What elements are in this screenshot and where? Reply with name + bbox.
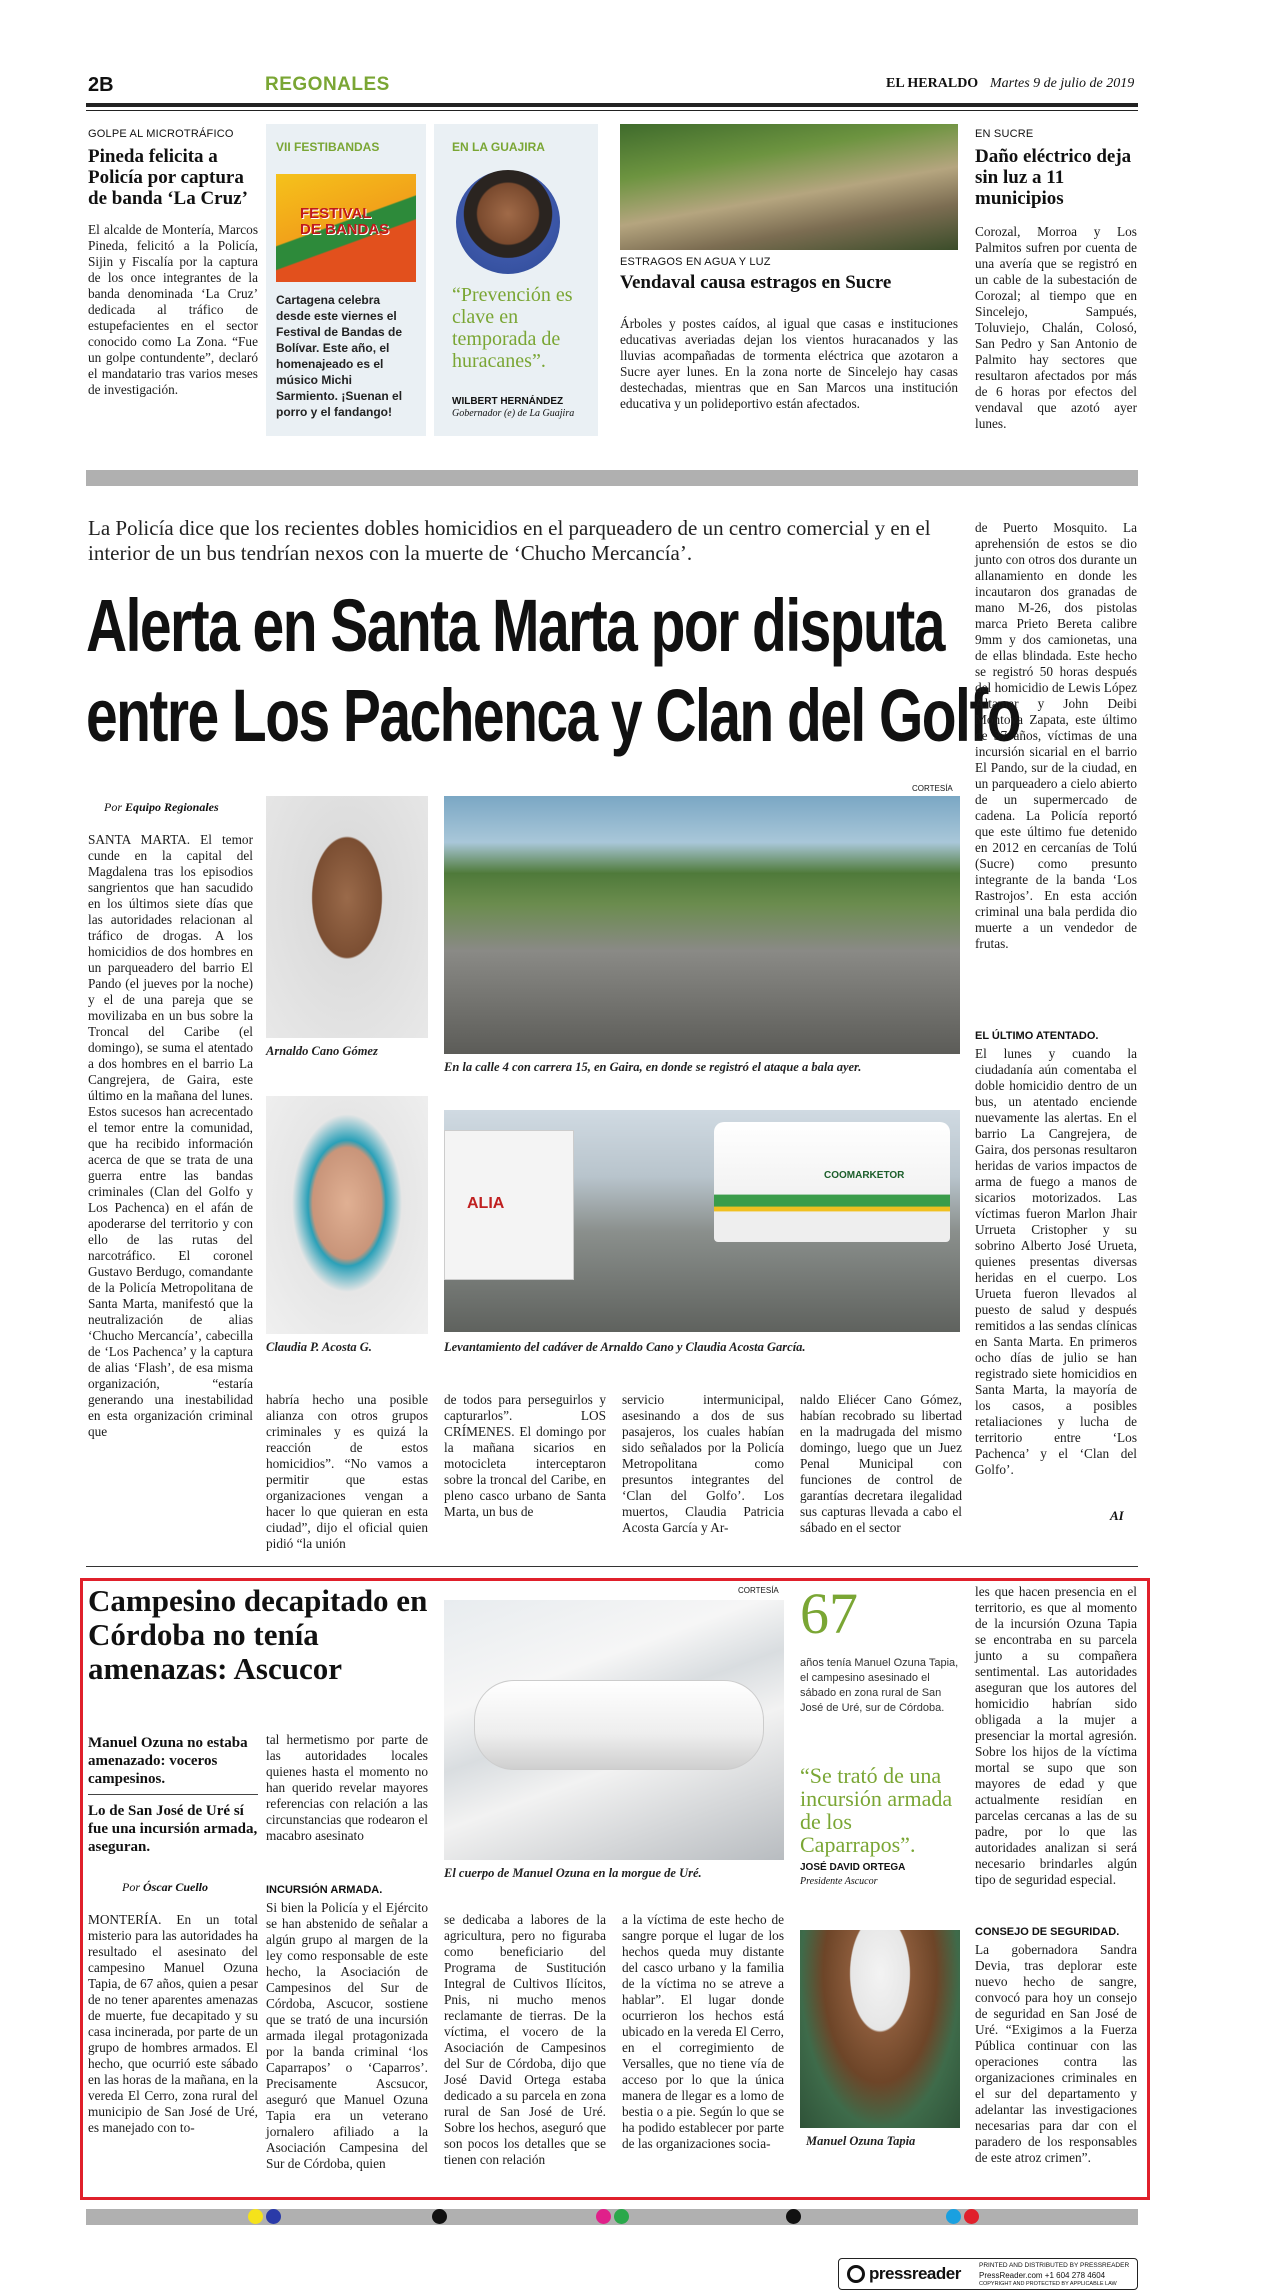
lead-right-column-2: El lunes y cuando la ciudadanía aún comentaba el doble homicidio dentro de un bus, un atentado enciende nuevamente las alertas. En el barrio La Cangrejera, de Gaira, dos personas resultaron heridas de varios impactos de arma de fuego a manos de sicarios motorizados. Las víctimas fueron Marlon Jhair Urrueta Cristopher y su sobrino Alberto José Urueta, quienes presentas diversas heridas en el cuerpo. Los Urueta fueron llevados al puesto de salud y después remitidos a las sendas clínicas en Santa Marta. En primeros ocho días de julio se han registrado siete homicidios en Santa Marta, la mayoría de los casos, a posibles retaliaciones y lucha de territorio entre ‘Los Pachenca’ y el ‘Clan del Golfo’.: [975, 1046, 1137, 1477]
section-name: REGONALES: [265, 74, 390, 95]
box-quote: “Se trató de una incursión armada de los Caparrapos”.: [800, 1763, 953, 1857]
lead-col1-body: SANTA MARTA. El temor cunde en la capital del Magdalena tras los episodios sangrientos que han sacudido en los últimos siete días que las autoridades relacionan al tráfico de drogas. A los homicidios de dos hombres en un parqueadero del barrio El Pando (el jueves por la noche) y el de una pareja que se movilizaba en un bus sobre la Troncal del Caribe (el domingo), se suma el atentado a dos hombres en el barrio La Cangrejera, de Gaira, este último en la mañana del lunes. Estos sucesos han acrecentado el temor entre la comunidad, que ha recibido información acerca de que se trata de una guerra entre las bandas criminales (Clan del Golfo y Los Pachenca) en el afán de apoderarse del territorio y con ello de las rutas del narcotráfico. El coronel Gustavo Berdugo, comandante de la Policía Metropolitana de Santa Marta, manifestó que la neutralización de alias ‘Chucho Mercancía’, cabecilla de ‘Los Pachenca’ y la captura de alias ‘Flash’, de esa misma organización, “estaría generando una inestabilidad en esta organización criminal que: [88, 832, 253, 1439]
brief-title: Pineda felicita a Policía por captura de banda ‘La Cruz’: [88, 146, 248, 209]
lead-col3-body: de todos para perseguirlos y capturarlos”. LOS CRÍMENES. El domingo por la mañana sicarios en motocicleta interceptaron sobre la troncal del Caribe, en pleno casco urbano de Santa Marta, un bus de: [444, 1392, 606, 1519]
poster-title: [300, 206, 389, 238]
header-rule-thin: [86, 110, 1138, 111]
box-col6-body: les que hacen presencia en el territorio, es que al momento de la incursión Ozuna Tapia se encontraba en su parcela junto a su compañera sentimental. Las autoridades aseguran que los autores del homicidio habrían sido obligada a la mujer a presenciar la mortal agresión. Sobre los hijos de la víctima mortal se supo que son mayores de edad y que actualmente residían en parcelas cercanas a las de su padre, por lo que las autoridades analizan si será necesario brindarles algún tipo de seguridad especial.: [975, 1584, 1137, 1887]
storm-kicker: ESTRAGOS EN AGUA Y LUZ: [620, 256, 771, 268]
van-label: ALIA: [467, 1195, 505, 1212]
registration-bar: [86, 2209, 1138, 2225]
governor-name: WILBERT HERNÁNDEZ: [452, 396, 564, 407]
lead-col5-body: naldo Eliécer Cano Gómez, habían recobrado su libertad en la madrugada del mismo domingo, luego que un Juez Penal Municipal con funciones de control de garantías decretara ilegalidad sus capturas llevada a cabo el sábado en el sector: [800, 1392, 962, 1535]
lead-deck: La Policía dice que los recientes dobles homicidios en el parqueadero de un centro comercial y en el interior de un bus tendrían nexos con la muerte de ‘Chucho Mercancía’.: [88, 516, 931, 565]
brief-kicker: GOLPE AL MICROTRÁFICO: [88, 128, 234, 140]
registration-dot-green: [614, 2209, 629, 2224]
claudia-mugshot: [266, 1096, 428, 1334]
guajira-kicker: EN LA GUAJIRA: [452, 140, 545, 154]
poster-line1: FESTIVAL: [300, 205, 372, 222]
stat-text: años tenía Manuel Ozuna Tapia, el campesino asesinado el sábado en zona rural de San José de Uré, sur de Córdoba.: [800, 1657, 959, 1714]
section-divider-bar: [86, 470, 1138, 486]
box-col4-body: a la víctima de este hecho de sangre porque el lugar de los hechos queda muy distante del casco urbano y la familia de la víctima no se atreve a hablar”. El lugar donde ocurrieron los hechos está ubicado en la vereda El Cerro, en el corregimiento de Versalles, que no tiene vía de acceso por lo que la única manera de llegar es a lomo de bestia o a pie. Según lo que se ha podido establecer por parte de las organizaciones socia-: [622, 1912, 784, 2151]
box-col2-subhead: INCURSIÓN ARMADA.: [266, 1884, 383, 1896]
box-col1-body: MONTERÍA. En un total misterio para las autoridades ha resultado el asesinato del campesino Manuel Ozuna Tapia, de 67 años, quien a pesar de no tener aparentes amenazas de muerte, fue decapitado y su casa incinerada, por parte de un grupo de hombres armados. El hecho, que ocurrió este sábado en las horas de la mañana, en la vereda El Cerro, zona rural del municipio de San José de Uré, es manejado con to-: [88, 1912, 258, 2135]
lead-headline-line1: Alerta en Santa Marta por disputa: [86, 584, 944, 667]
box-byline: [122, 1880, 208, 1895]
lead-byline: [104, 800, 219, 815]
lead-bottom-rule: [86, 1566, 1138, 1567]
registration-dot-blue: [266, 2209, 281, 2224]
registration-dot-red: [964, 2209, 979, 2224]
van-graphic: [444, 1130, 574, 1280]
claudia-caption: Claudia P. Acosta G.: [266, 1340, 372, 1354]
body-bag: [474, 1680, 764, 1770]
festival-poster: [276, 174, 416, 282]
festibandas-body: Cartagena celebra desde este viernes el Festival de Bandas de Bolívar. Este año, el homenajeado es el músico Michi Sarmiento. ¡Suenan el porro y el fandango!: [276, 293, 403, 419]
lead-headline-line2: entre Los Pachenca y Clan del Golfo: [86, 674, 1021, 757]
poster-line2: DE BANDAS: [300, 221, 390, 238]
lead-photo-credit: CORTESÍA: [912, 784, 953, 793]
box-byline-prefix: Por: [122, 1880, 140, 1894]
lead-right-subhead: EL ÚLTIMO ATENTADO.: [975, 1030, 1099, 1042]
box-quote-role: Presidente Ascucor: [800, 1876, 878, 1887]
pressreader-badge[interactable]: [838, 2258, 1138, 2290]
header-rule: [86, 103, 1138, 107]
stat-number: 67: [800, 1581, 858, 1646]
registration-dot-black: [432, 2209, 447, 2224]
registration-dot-yellow: [248, 2209, 263, 2224]
storm-title: Vendaval causa estragos en Sucre: [620, 272, 892, 293]
issue-date: Martes 9 de julio de 2019: [990, 76, 1135, 91]
brief-body: El alcalde de Montería, Marcos Pineda, felicitó a la Policía, Sijin y Fiscalía por la captura de los once integrantes de la banda denominada ‘La Cruz’ dedicada al tráfico de estupefacientes en el sector conocido como La Zona. “Fue un golpe contundente”, declaró el mandatario tras varios meses de investigación.: [88, 222, 258, 397]
pressreader-line3: COPYRIGHT AND PROTECTED BY APPLICABLE LAW: [979, 2281, 1117, 2287]
registration-dot-black-2: [786, 2209, 801, 2224]
pressreader-line2: PressReader.com +1 604 278 4604: [979, 2271, 1106, 2280]
crime-scene-photo: [444, 1110, 960, 1332]
power-body: Corozal, Morroa y Los Palmitos sufren por cuenta de una avería que se registró en un cable de la subestación de Corozal; al tiempo que en Sincelejo, Sampués, Toluviejo, Chalán, Colosó, San Pedro y San Antonio de Palmito hay sectores que resultaron afectados por más de 6 horas por efectos del vendaval que azotó ayer lunes.: [975, 224, 1137, 431]
bus-graphic: [714, 1122, 950, 1242]
box-col2a-body: tal hermetismo por parte de las autoridades locales quienes hasta el momento no han querido revelar mayores referencias con relación a las circunstancias que rodearon el macabro asesinato: [266, 1732, 428, 1843]
crime-scene-caption: Levantamiento del cadáver de Arnaldo Cano y Claudia Acosta García.: [444, 1340, 806, 1354]
governor-quote: “Prevención es clave en temporada de huracanes”.: [452, 284, 573, 372]
governor-role: Gobernador (e) de La Guajira: [452, 408, 575, 419]
box-col2b-body: Si bien la Policía y el Ejército se han abstenido de señalar a algún grupo al margen de la ley como responsable de este hecho, la Asociación de Campesinos del Sur de Córdoba, Ascucor, sostiene que se trató de una incursión armada ilegal protagonizada por la banda criminal ‘los Caparrapos’ o ‘Caparros’. Precisamente Ascsucor, aseguró que Manuel Ozuna Tapia era un veterano jornalero afiliado a la Asociación Campesina del Sur de Córdoba, quien: [266, 1900, 428, 2171]
page-number: 2B: [88, 74, 114, 96]
morgue-photo: [444, 1600, 784, 1860]
box-title: Campesino decapitado en Córdoba no tenía amenazas: Ascucor: [88, 1583, 428, 1686]
governor-portrait: [456, 170, 560, 274]
box-photo-credit: CORTESÍA: [738, 1586, 779, 1595]
farmer-portrait: [800, 1930, 960, 2128]
box-col6-subhead: CONSEJO DE SEGURIDAD.: [975, 1926, 1120, 1938]
lead-col4-body: servicio intermunicipal, asesinando a dos de sus pasajeros, los cuales habían sido señalados por la Policía Metropolitana como presuntos integrantes del ‘Clan del Golfo’. Los muertos, Claudia Patricia Acosta García y Ar-: [622, 1392, 784, 1535]
box-subhead-1: Manuel Ozuna no estaba amenazado: voceros campesinos.: [88, 1735, 248, 1787]
lead-right-signature: AI: [1110, 1508, 1124, 1523]
storm-body: Árboles y postes caídos, al igual que casas e instituciones educativas averiadas dejan los vientos huracanados y las lluvias acompañadas de tormenta eléctrica que azotaron a Sucre ayer lunes. En la zona norte de Sincelejo hay casas destechadas, mientras que en San Marcos una institución educativa y un polideportivo están afectados.: [620, 316, 958, 411]
power-kicker: EN SUCRE: [975, 128, 1034, 140]
festibandas-kicker: VII FESTIBANDAS: [276, 140, 380, 154]
registration-dot-magenta: [596, 2209, 611, 2224]
box-subhead-2: Lo de San José de Uré sí fue una incursión armada, aseguran.: [88, 1803, 258, 1855]
pressreader-icon: [847, 2265, 865, 2283]
registration-dot-cyan: [946, 2209, 961, 2224]
pressreader-line1: PRINTED AND DISTRIBUTED BY PRESSREADER: [979, 2262, 1130, 2269]
arnaldo-mugshot: [266, 796, 428, 1038]
street-caption: En la calle 4 con carrera 15, en Gaira, en donde se registró el ataque a bala ayer.: [444, 1060, 862, 1074]
bus-label: COOMARKETOR: [824, 1170, 905, 1181]
box-quote-name: JOSÉ DAVID ORTEGA: [800, 1862, 906, 1873]
power-title: Daño eléctrico deja sin luz a 11 municipios: [975, 146, 1132, 209]
box-col6-body-2: La gobernadora Sandra Devia, tras deplorar este nuevo hecho de sangre, convocó para hoy un consejo de seguridad en San José de Uré. “Exigimos a la Fuerza Pública continuar con las operaciones contra las organizaciones criminales en el sur del departamento y adelantar las investigaciones necesarias para dar con el paradero de los responsables de este atroz crimen”.: [975, 1942, 1137, 2165]
farmer-caption: Manuel Ozuna Tapia: [806, 2134, 916, 2148]
storm-photo: [620, 124, 958, 250]
box-byline-name: Óscar Cuello: [143, 1880, 209, 1894]
pressreader-logo: pressreader: [869, 2264, 961, 2283]
masthead-name: EL HERALDO: [886, 76, 979, 91]
arnaldo-caption: Arnaldo Cano Gómez: [266, 1044, 378, 1058]
lead-col2-body: habría hecho una posible alianza con otros grupos criminales y es quizá la reacción de estos homicidios”. “No vamos a permitir que estas organizaciones vengan a hacer lo que quieran en esta ciudad”, dijo el oficial quien pidió “la unión: [266, 1392, 428, 1551]
street-photo: [444, 796, 960, 1054]
lead-byline-name: Equipo Regionales: [125, 800, 219, 814]
lead-byline-prefix: Por: [104, 800, 122, 814]
box-col3-body: se dedicaba a labores de la agricultura, pero no figuraba como beneficiario del Programa de Sustitución Integral de Cultivos Ilícitos, Pnis, ni mucho menos reclamante de tierras. De la víctima, el vocero de la Asociación de Campesinos del Sur de Córdoba, dijo que José David Ortega estaba dedicado a su parcela en zona rural de San José de Uré. Sobre los hechos, aseguró que son pocos los detalles que se tienen con relación: [444, 1912, 606, 2167]
lead-right-column: de Puerto Mosquito. La aprehensión de estos se dio junto con otros dos durante un allanamiento en donde les incautaron dos granadas de mano M-26, dos pistolas marca Prieto Bereta calibre 9mm y dos camionetas, una de ellas blindada. Este hecho se registró 50 horas después del homicidio de Lewis López Altamar y John Deibi Montoya Zapata, este último de 37 años, víctimas de una incursión sicarial en el barrio El Pando, sur de la ciudad, en un parqueadero a cielo abierto de un supermercado de cadena. La Policía reportó que este último fue detenido en 2012 en cercanías de Tolú (Sucre) como presunto integrante de la banda ‘Los Rastrojos’. En esta acción criminal una bala perdida dio muerte a un vendedor de frutas.: [975, 520, 1137, 951]
morgue-caption: El cuerpo de Manuel Ozuna en la morgue de Uré.: [444, 1866, 702, 1880]
box-subhead-rule: [88, 1794, 258, 1795]
